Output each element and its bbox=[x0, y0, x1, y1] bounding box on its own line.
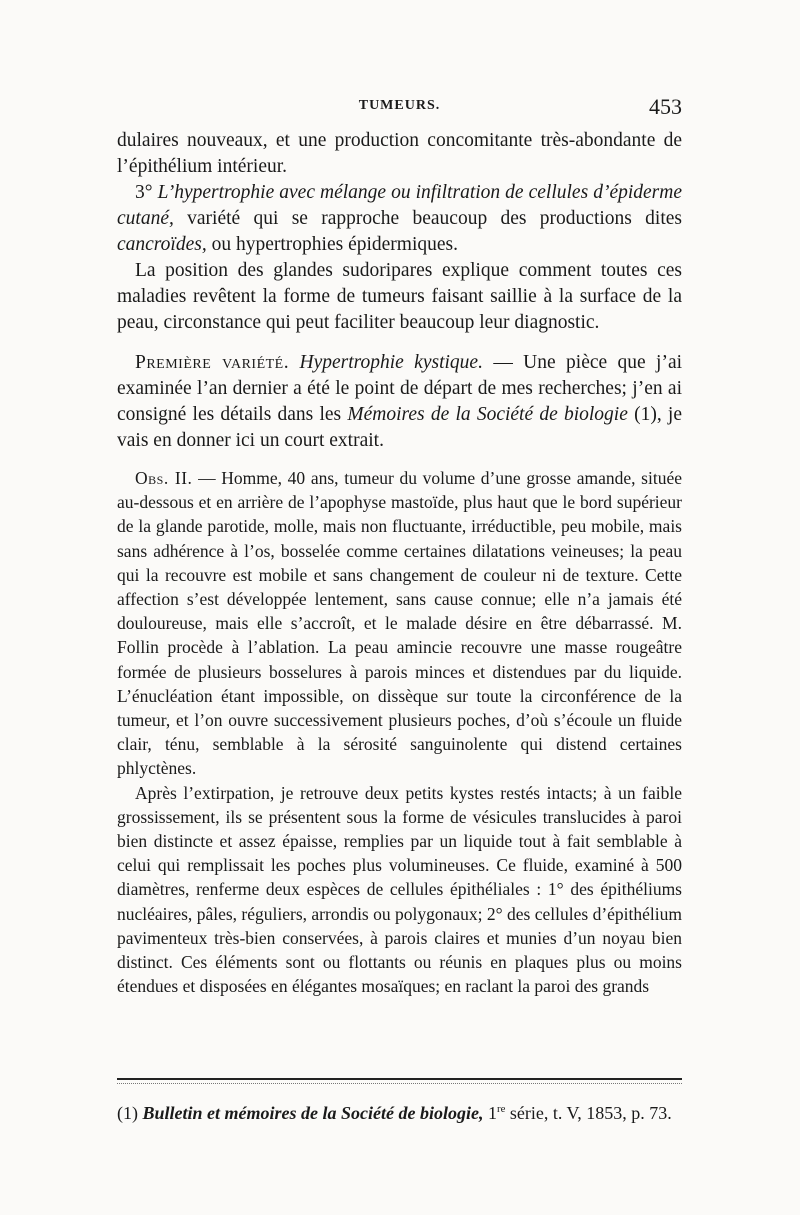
page-header bbox=[117, 94, 682, 122]
series-superscript: re bbox=[496, 1103, 506, 1115]
italic-term: Hypertrophie kystique. bbox=[299, 352, 483, 373]
page-number: 453 bbox=[649, 94, 682, 119]
paragraph-text: — Une pièce que j’ai examinée l’an dernier a été le point de départ de mes recherches; j’en ai consigné les détails dans les bbox=[117, 352, 683, 425]
paragraph-text: ou hypertrophies épidermiques. bbox=[206, 234, 458, 255]
footnote bbox=[117, 1100, 682, 1126]
observation-label: Obs. II. bbox=[135, 468, 193, 488]
footnote-title: Bulletin et mémoires de la Société de biologie, bbox=[142, 1103, 484, 1123]
paragraph-position: La position des glandes sudoripares explique comment toutes ces maladies revêtent la forme de tumeurs faisant saillie à la surface de la peau, circonstance qui peut faciliter beaucoup leur diagnostic. bbox=[117, 260, 682, 333]
footnote-marker: (1) bbox=[117, 1103, 138, 1123]
enumeration-number: 3° bbox=[135, 182, 153, 203]
italic-citation: Mémoires de la Société de biologie bbox=[347, 404, 628, 425]
observation-paragraph: Après l’extirpation, je retrouve deux petits kystes restés intacts; à un faible grossissement, ils se présentent sous la forme de vésicules translucides à paroi bien distincte et assez épaisse, remplies par un liquide tout à fait semblable à celui qui remplissait les poches plus volumineuses. Ce fluide, examiné à 500 diamètres, renferme deux espèces de cellules épithéliales : 1° des épithéliums nucléaires, pâles, réguliers, arrondis ou polygonaux; 2° des cellules d’épithélium pavimenteux très-bien conservées, à parois claires et munies d’un noyau bien distinct. Ces éléments sont ou flottants ou réunis en plaques plus ou moins étendues et disposées en élégantes mosaïques; en raclant la paroi des grands bbox=[117, 782, 682, 997]
footnote-series bbox=[488, 1103, 505, 1123]
paragraph-text: variété qui se rapproche beaucoup des productions dites bbox=[173, 208, 682, 229]
observation-paragraph bbox=[117, 466, 682, 781]
paragraph-text: (1), je vais en donner ici un court extrait. bbox=[117, 404, 682, 451]
paragraph-first-variety bbox=[117, 350, 682, 454]
footnote-rule-dotted bbox=[117, 1083, 682, 1084]
running-title: TUMEURS. bbox=[358, 98, 441, 113]
observation-text: — Homme, 40 ans, tumeur du volume d’une grosse amande, située au-dessous et en arrière de l’apophyse mastoïde, plus haut que le bord supérieur de la glande parotide, molle, mais non fluctuante, irréductible, peu mobile, mais sans adhérence à l’os, bosselée comme certaines dilatations veineuses; la peau qui la recouvre est mobile et sans changement de couleur ni de texture. Cette affection s’est développée lentement, sans cause connue; elle n’a jamais été douloureuse, mais elle s’accroît, et le malade désire en être débarrassé. M. Follin procède à l’ablation. La peau amincie recouvre une masse rougeâtre formée de plusieurs bosselures à parois minces et distendues par du liquide. L’énucléation étant impossible, on dissèque sur toute la circonférence de la tumeur, et l’on ouvre successivement plusieurs poches, d’où s’écoule un fluide clair, ténu, semblable à la sérosité sanguinolente qui distend certaines phlyctènes. bbox=[117, 468, 682, 779]
section-heading: Première variété. bbox=[135, 352, 290, 373]
paragraph-continuation: dulaires nouveaux, et une production concomitante très-abondante de l’épithélium intérieur. bbox=[117, 130, 682, 177]
series-number: 1 bbox=[487, 1103, 497, 1123]
footnote-rule bbox=[117, 1078, 682, 1080]
paragraph-third-type bbox=[117, 180, 682, 258]
footnote-rest: série, t. V, 1853, p. 73. bbox=[505, 1103, 672, 1123]
main-text bbox=[117, 128, 682, 998]
italic-term: L’hypertrophie avec mélange ou infiltration de cellules d’épiderme cutané, bbox=[117, 182, 683, 229]
observation-block bbox=[117, 466, 682, 998]
italic-term: cancroïdes, bbox=[117, 234, 207, 255]
